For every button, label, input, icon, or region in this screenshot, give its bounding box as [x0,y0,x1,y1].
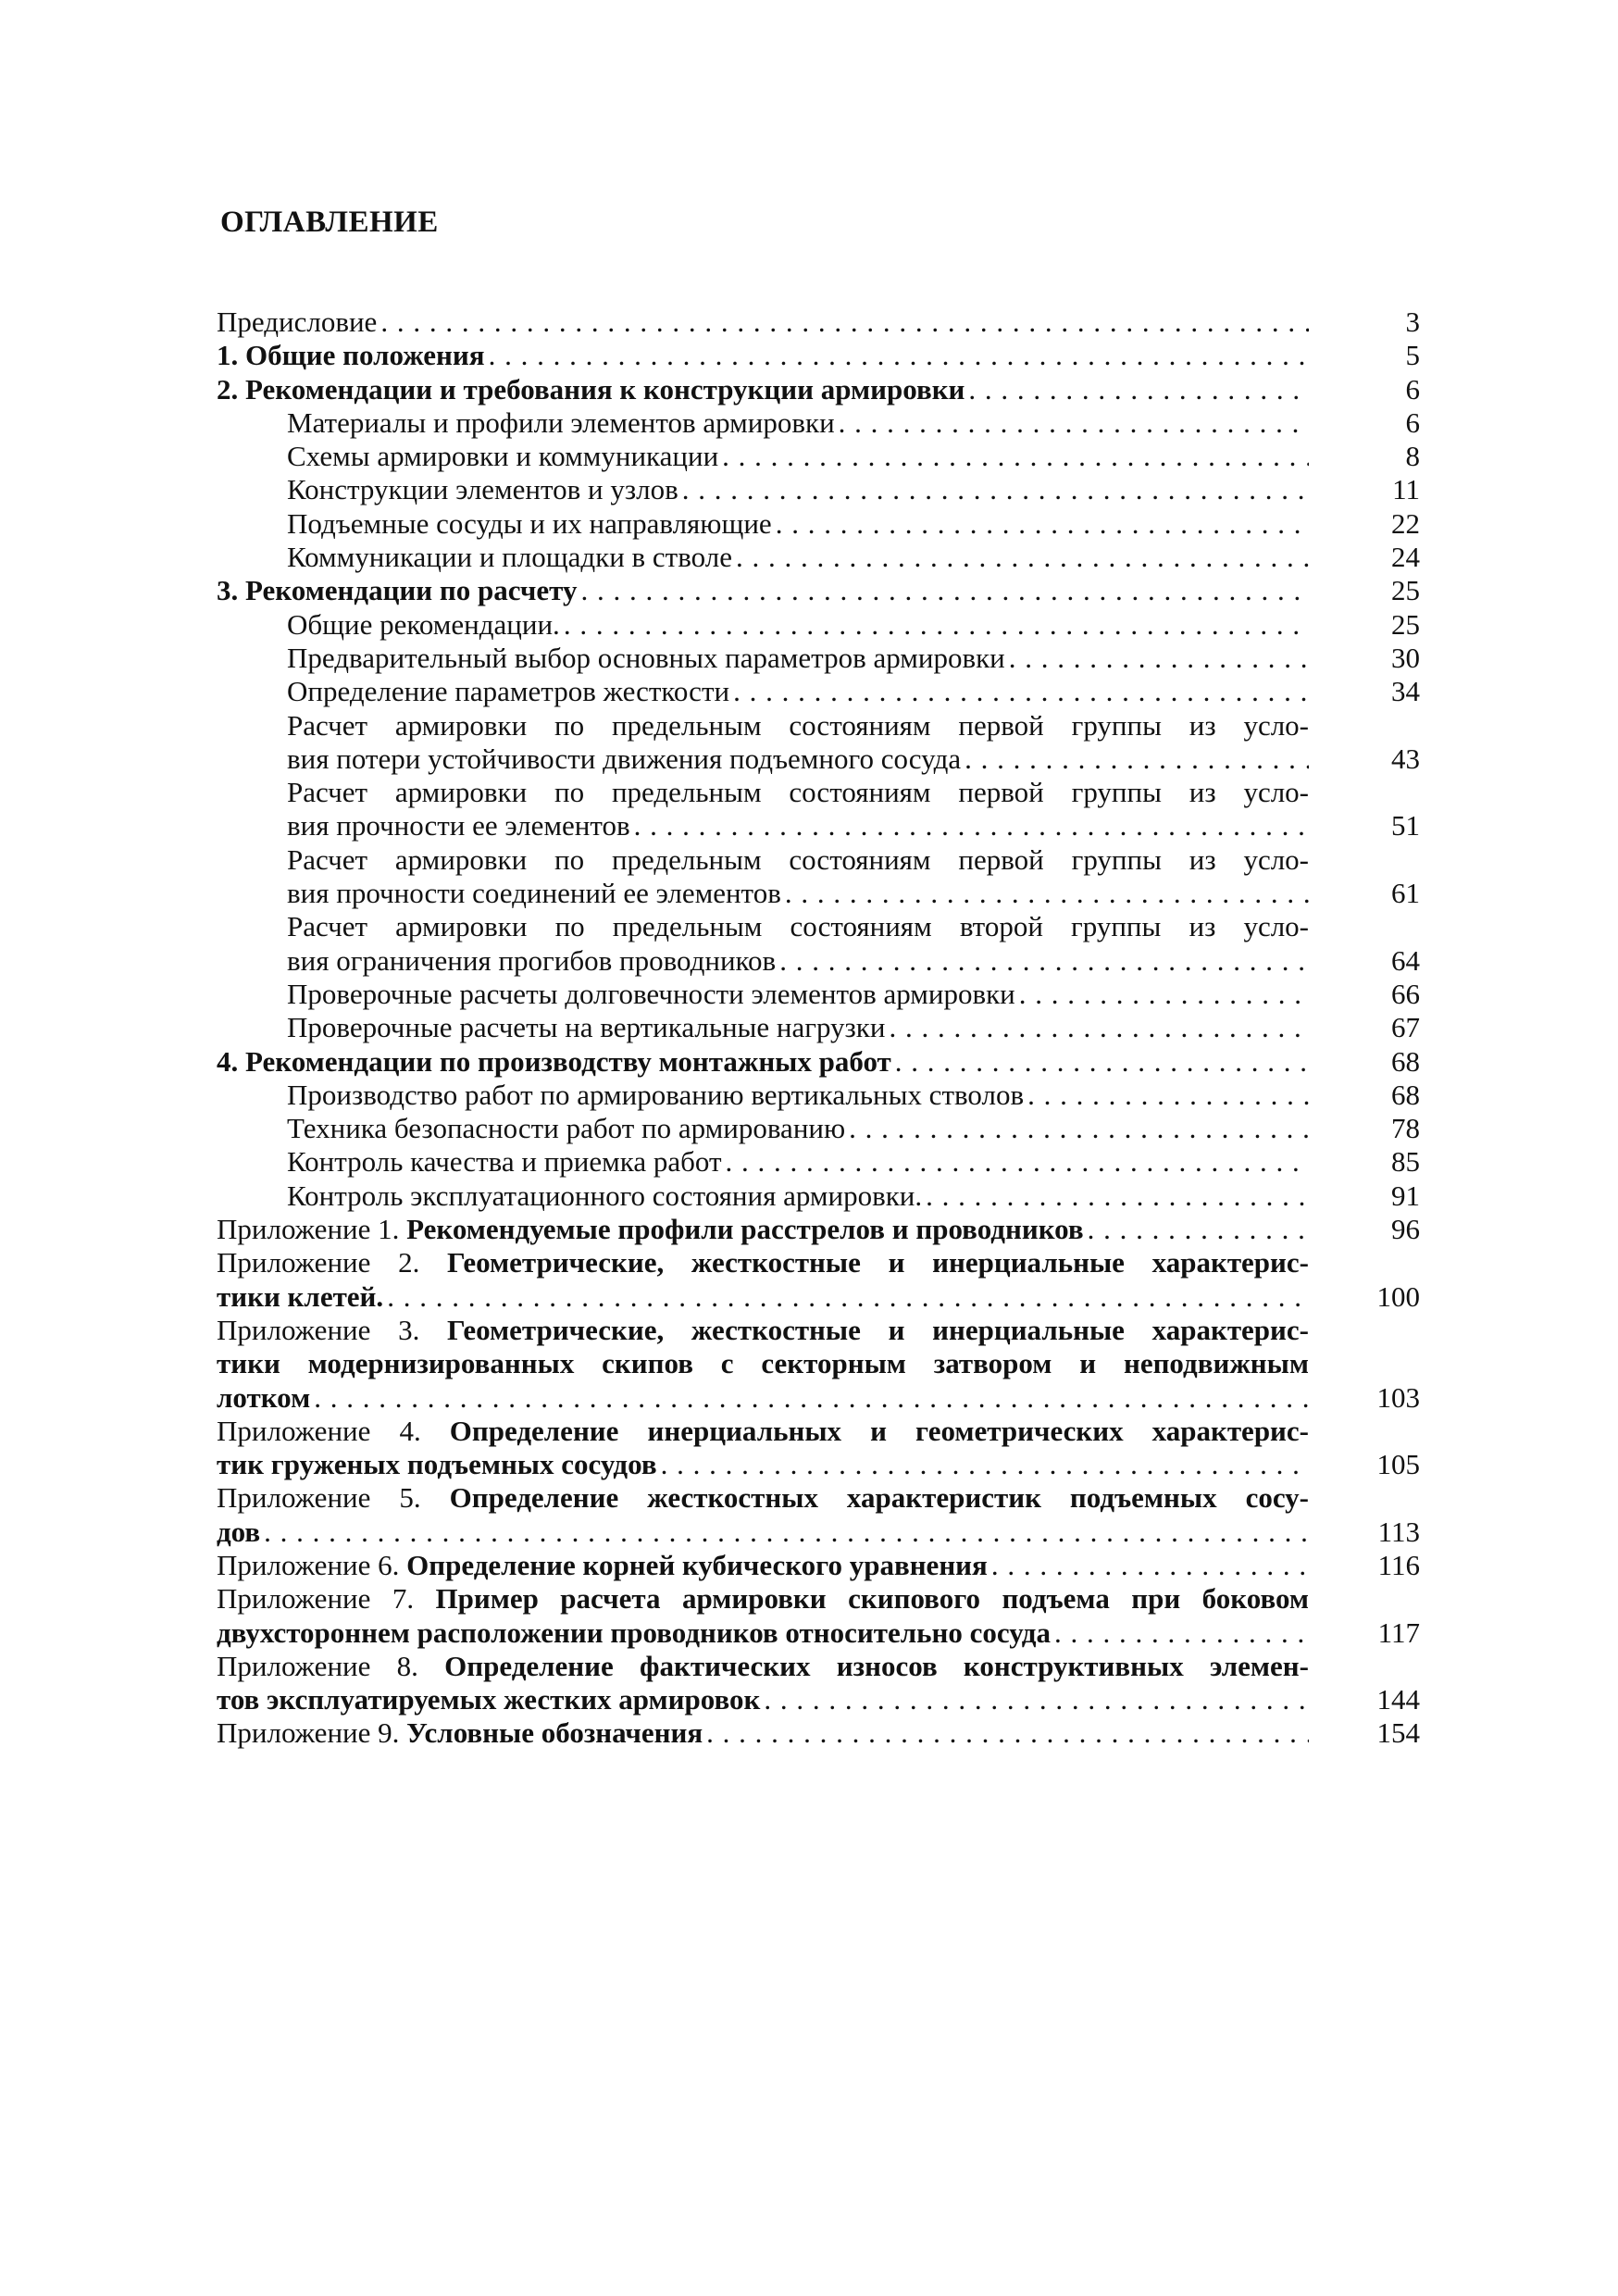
appendix-label: Приложение 2. [217,1246,420,1279]
toc-entry[interactable] [217,608,1420,642]
appendix-label: Приложение 9. [217,1716,400,1750]
toc-entry-body [217,1582,1309,1650]
appendix-label: Приложение 6. [217,1548,400,1581]
toc-entry-title: Общие рекомендации. [287,607,560,641]
toc-page-number: 68 [1391,1078,1420,1111]
table-of-contents [217,306,1420,1751]
dot-leader [922,1179,1309,1213]
dot-leader [718,440,1309,473]
toc-entry-body [217,608,1309,642]
toc-entry-body [217,642,1309,675]
toc-page-number: 24 [1391,541,1420,574]
toc-entry-body [217,1650,1309,1717]
toc-entry-title-line: Расчет армировки по предельным состояниям второй группы из усло- [287,910,1309,943]
toc-entry[interactable] [217,440,1420,473]
toc-entry-body [217,1011,1309,1044]
appendix-title: Геометрические, жесткостные и инерциальные характерис- [447,1313,1309,1346]
dot-leader [560,608,1309,642]
appendix-title: Определение инерциальных и геометрических характерис- [449,1414,1309,1447]
toc-entry-body [217,978,1309,1011]
toc-page-number: 3 [1405,306,1420,338]
appendix-title: тики модернизированных скипов с секторным затвором и неподвижным [217,1347,1309,1380]
toc-entry-title: Производство работ по армированию вертикальных стволов [287,1078,1025,1111]
toc-entry-body [217,507,1309,541]
appendix-title: тов эксплуатируемых жестких армировок [217,1683,761,1716]
toc-entry-body [217,709,1309,777]
appendix-title: Определение фактических износов конструктивных элемен- [444,1649,1309,1682]
toc-entry-title: 2. Рекомендации и требования к конструкции армировки [217,372,965,406]
toc-entry[interactable] [217,675,1420,708]
toc-entry-title: Проверочные расчеты на вертикальные нагрузки [287,1011,886,1044]
toc-page-number: 154 [1376,1716,1420,1750]
dot-leader [885,1011,1309,1044]
toc-entry[interactable] [217,507,1420,541]
dot-leader [577,574,1309,607]
toc-entry-title: 4. Рекомендации по производству монтажных работ [217,1044,891,1078]
toc-entry-body [217,675,1309,708]
dot-leader [772,507,1309,541]
dot-leader [703,1716,1309,1750]
toc-entry[interactable] [217,978,1420,1011]
toc-entry-title: Проверочные расчеты долговечности элементов армировки [287,977,1015,1010]
toc-entry-title-line: Расчет армировки по предельным состояниям первой группы из усло- [287,708,1309,742]
toc-entry[interactable] [217,473,1420,506]
toc-entry-title: вия потери устойчивости движения подъемного сосуда [287,742,962,775]
dot-leader [260,1516,1309,1549]
toc-page-number: 100 [1376,1279,1420,1313]
toc-entry[interactable] [217,1011,1420,1044]
appendix-label: Приложение 5. [217,1481,421,1515]
page-title: ОГЛАВЛЕНИЕ [220,206,439,239]
appendix-title: двухстороннем расположении проводников относительно сосуда [217,1616,1051,1649]
toc-entry-body [217,1549,1309,1582]
toc-entry-body [217,1045,1309,1079]
toc-entry-body [217,440,1309,473]
toc-entry[interactable] [217,1716,1420,1750]
toc-entry-title: Схемы армировки и коммуникации [287,440,719,473]
dot-leader [722,1145,1309,1179]
toc-entry-title: Техника безопасности работ по армированию [287,1112,846,1145]
toc-entry[interactable] [217,1179,1420,1213]
toc-page-number: 144 [1376,1683,1420,1716]
toc-entry-title: Конструкции элементов и узлов [287,473,678,506]
appendix-title: Условные обозначения [406,1716,703,1750]
toc-entry[interactable] [217,642,1420,675]
toc-entry-body [217,541,1309,574]
toc-page-number: 91 [1391,1179,1420,1212]
appendix-title: Пример расчета армировки скипового подъема при боковом [435,1582,1310,1616]
toc-page-number: 6 [1405,372,1420,406]
toc-entry[interactable] [217,910,1420,978]
toc-entry-body [217,406,1309,440]
appendix-label: Приложение 7. [217,1582,415,1616]
appendix-title: тики клетей. [217,1279,384,1313]
appendix-title: Геометрические, жесткостные и инерциальные характерис- [447,1246,1309,1279]
appendix-title: тик груженых подъемных сосудов [217,1448,657,1481]
toc-entry[interactable] [217,1246,1420,1314]
toc-entry-body [217,339,1309,372]
toc-entry-title-line: Расчет армировки по предельным состояниям первой группы из усло- [287,842,1309,876]
toc-entry-body [217,1314,1309,1415]
appendix-label: Приложение 1. [217,1213,400,1246]
toc-entry[interactable] [217,1213,1420,1246]
toc-entry-title: Материалы и профили элементов армировки [287,406,835,439]
appendix-title: Определение жесткостных характеристик подъемных сосу- [449,1481,1309,1515]
appendix-title: Определение корней кубического уравнения [406,1548,988,1581]
toc-entry-body [217,1213,1309,1246]
toc-entry[interactable] [217,1650,1420,1717]
toc-page-number: 103 [1376,1380,1420,1414]
toc-entry[interactable] [217,373,1420,406]
toc-entry[interactable] [217,306,1420,339]
toc-page-number: 113 [1377,1515,1420,1548]
toc-entry[interactable] [217,1145,1420,1179]
toc-page-number: 64 [1391,943,1420,977]
toc-page-number: 66 [1391,977,1420,1010]
appendix-label: Приложение 8. [217,1649,418,1682]
dot-leader [377,306,1309,339]
dot-leader [729,675,1309,708]
dot-leader [965,373,1309,406]
toc-entry-title: Контроль эксплуатационного состояния армировки. [287,1179,923,1212]
toc-entry-body [217,306,1309,339]
dot-leader [383,1280,1309,1314]
toc-entry-title: вия прочности соединений ее элементов [287,877,781,910]
toc-entry-title: Определение параметров жесткости [287,675,730,708]
toc-page-number: 105 [1376,1448,1420,1481]
dot-leader [310,1381,1309,1415]
dot-leader [988,1549,1309,1582]
toc-entry-body [217,1246,1309,1314]
toc-entry-body [217,843,1309,911]
toc-entry[interactable] [217,1314,1420,1415]
toc-entry[interactable] [217,1582,1420,1650]
toc-entry[interactable] [217,1045,1420,1079]
toc-entry[interactable] [217,1481,1420,1549]
toc-entry[interactable] [217,1112,1420,1145]
toc-page-number: 96 [1391,1213,1420,1246]
dot-leader [1051,1616,1309,1650]
toc-entry-body [217,1415,1309,1482]
dot-leader [678,473,1309,506]
dot-leader [1005,642,1309,675]
dot-leader [961,742,1309,776]
toc-entry[interactable] [217,574,1420,607]
toc-entry-body [217,574,1309,607]
toc-page-number: 6 [1405,406,1420,439]
appendix-title: лотком [217,1380,311,1414]
toc-entry-body [217,1481,1309,1549]
toc-entry[interactable] [217,541,1420,574]
toc-entry-body [217,1716,1309,1750]
toc-page-number: 51 [1391,809,1420,842]
toc-entry-title: вия прочности ее элементов [287,809,630,842]
toc-entry-body [217,910,1309,978]
toc-entry[interactable] [217,1549,1420,1582]
dot-leader [630,809,1309,842]
toc-entry-body [217,1079,1309,1112]
toc-page-number: 22 [1391,506,1420,540]
toc-entry[interactable] [217,776,1420,843]
dot-leader [657,1448,1309,1481]
dot-leader [760,1683,1309,1716]
toc-entry-title: 1. Общие положения [217,339,485,372]
toc-entry[interactable] [217,1415,1420,1482]
dot-leader [1084,1213,1309,1246]
toc-page-number: 67 [1391,1011,1420,1044]
appendix-label: Приложение 3. [217,1313,420,1346]
toc-entry-body [217,776,1309,843]
toc-page-number: 8 [1405,440,1420,473]
toc-entry-body [217,473,1309,506]
toc-page-number: 11 [1392,473,1420,506]
dot-leader [835,406,1309,440]
toc-entry-title: 3. Рекомендации по расчету [217,574,578,607]
toc-entry[interactable] [217,339,1420,372]
toc-entry[interactable] [217,843,1420,911]
toc-page-number: 34 [1391,675,1420,708]
toc-entry-title: Предварительный выбор основных параметров армировки [287,641,1005,674]
toc-entry-body [217,1179,1309,1213]
dot-leader [1024,1079,1309,1112]
dot-leader [485,339,1309,372]
toc-entry-title: вия ограничения прогибов проводников [287,943,777,977]
toc-page-number: 25 [1391,574,1420,607]
toc-page-number: 30 [1391,641,1420,674]
toc-page-number: 85 [1391,1145,1420,1179]
dot-leader [1015,978,1309,1011]
appendix-title: дов [217,1515,261,1548]
appendix-title: Рекомендуемые профили расстрелов и проводников [406,1213,1084,1246]
toc-entry-title: Предисловие [217,306,378,338]
dot-leader [845,1112,1309,1145]
dot-leader [781,877,1309,910]
toc-entry-title: Подъемные сосуды и их направляющие [287,506,772,540]
dot-leader [891,1045,1309,1079]
toc-entry[interactable] [217,709,1420,777]
toc-page-number: 117 [1377,1616,1420,1649]
toc-entry-title-line: Расчет армировки по предельным состояниям первой группы из усло- [287,776,1309,809]
appendix-label: Приложение 4. [217,1414,421,1447]
dot-leader [776,944,1309,978]
toc-page-number: 5 [1405,339,1420,372]
toc-page-number: 61 [1391,877,1420,910]
toc-entry-body [217,1112,1309,1145]
toc-page-number: 25 [1391,607,1420,641]
toc-page-number: 68 [1391,1044,1420,1078]
toc-entry-body [217,373,1309,406]
toc-page-number: 116 [1377,1548,1420,1581]
toc-page-number: 78 [1391,1112,1420,1145]
toc-page-number: 43 [1391,742,1420,775]
dot-leader [732,541,1309,574]
toc-entry[interactable] [217,406,1420,440]
toc-entry-body [217,1145,1309,1179]
toc-entry-title: Контроль качества и приемка работ [287,1145,722,1179]
toc-entry[interactable] [217,1079,1420,1112]
toc-entry-title: Коммуникации и площадки в стволе [287,541,732,574]
